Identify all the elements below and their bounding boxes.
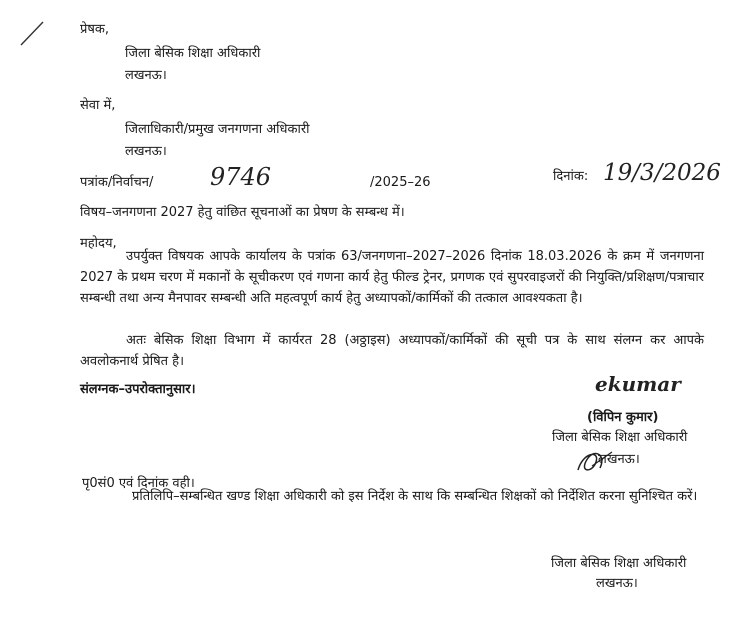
body-paragraph-1: उपर्युक्त विषयक आपके कार्यालय के पत्रांक 63/जनगणना–2027–2026 दिनांक 18.03.2026 के क्रम में जनगणना 2027 के प्रथम चरण में मकानों के सूचीकरण एवं गणना कार्य हेतु फील्ड ट्रेनर, प्रगणक एवं सुपरवाइजरों की नियुक्ति/प्रशिक्षण/पत्राचार सम्बन्धी तथा अन्य मैनपावर सम्बन्धी अति महत्वपूर्ण कार्य हेतु अध्यापकों/कार्मिकों की तत्काल आवश्यकता है। [80, 249, 704, 306]
recipient-place: लखनऊ। [125, 144, 167, 159]
signatory-place: लखनऊ। [598, 452, 640, 467]
recipient-designation: जिलाधिकारी/प्रमुख जनगणना अधिकारी [125, 122, 310, 137]
enclosure-line: संलग्नक–उपरोक्तानुसार। [80, 382, 196, 397]
salutation: महोदय, [80, 236, 117, 251]
reference-label: पत्रांक/निर्वाचन/ [80, 175, 154, 190]
signatory-designation: जिला बेसिक शिक्षा अधिकारी [552, 430, 688, 445]
initials-scribble [0, 0, 1, 1]
footer-designation: जिला बेसिक शिक्षा अधिकारी [551, 556, 687, 571]
recipient-label: सेवा में, [80, 98, 116, 113]
reference-year: /2025–26 [370, 175, 431, 190]
sender-place: लखनऊ। [125, 68, 167, 83]
subject-line: विषय–जनगणना 2027 हेतु वांछित सूचनाओं का प्रेषण के सम्बन्ध में। [80, 205, 405, 220]
footer-place: लखनऊ। [596, 576, 638, 591]
signatory-name: (विपिन कुमार) [587, 410, 659, 425]
handwritten-date: 19/3/2026 [603, 160, 721, 186]
sender-label: प्रेषक, [80, 22, 110, 37]
copy-reference-line: पृ0सं0 एवं दिनांक वही। [82, 476, 195, 491]
reference-number: 9746 [210, 163, 272, 191]
handwritten-signature: ekumar [595, 372, 681, 396]
date-label: दिनांक: [553, 169, 589, 184]
copy-paragraph: प्रतिलिपि–सम्बन्धित खण्ड शिक्षा अधिकारी को इस निर्देश के साथ कि सम्बन्धित शिक्षकों को निर्देशित करना सुनिश्चित करें। [132, 489, 698, 504]
body-paragraph-2: अतः बेसिक शिक्षा विभाग में कार्यरत 28 (अठ्ठाइस) अध्यापकों/कार्मिकों की सूची पत्र के साथ संलग्न कर आपके अवलोकनार्थ प्रेषित है। [80, 333, 704, 369]
sender-designation: जिला बेसिक शिक्षा अधिकारी [125, 46, 261, 61]
